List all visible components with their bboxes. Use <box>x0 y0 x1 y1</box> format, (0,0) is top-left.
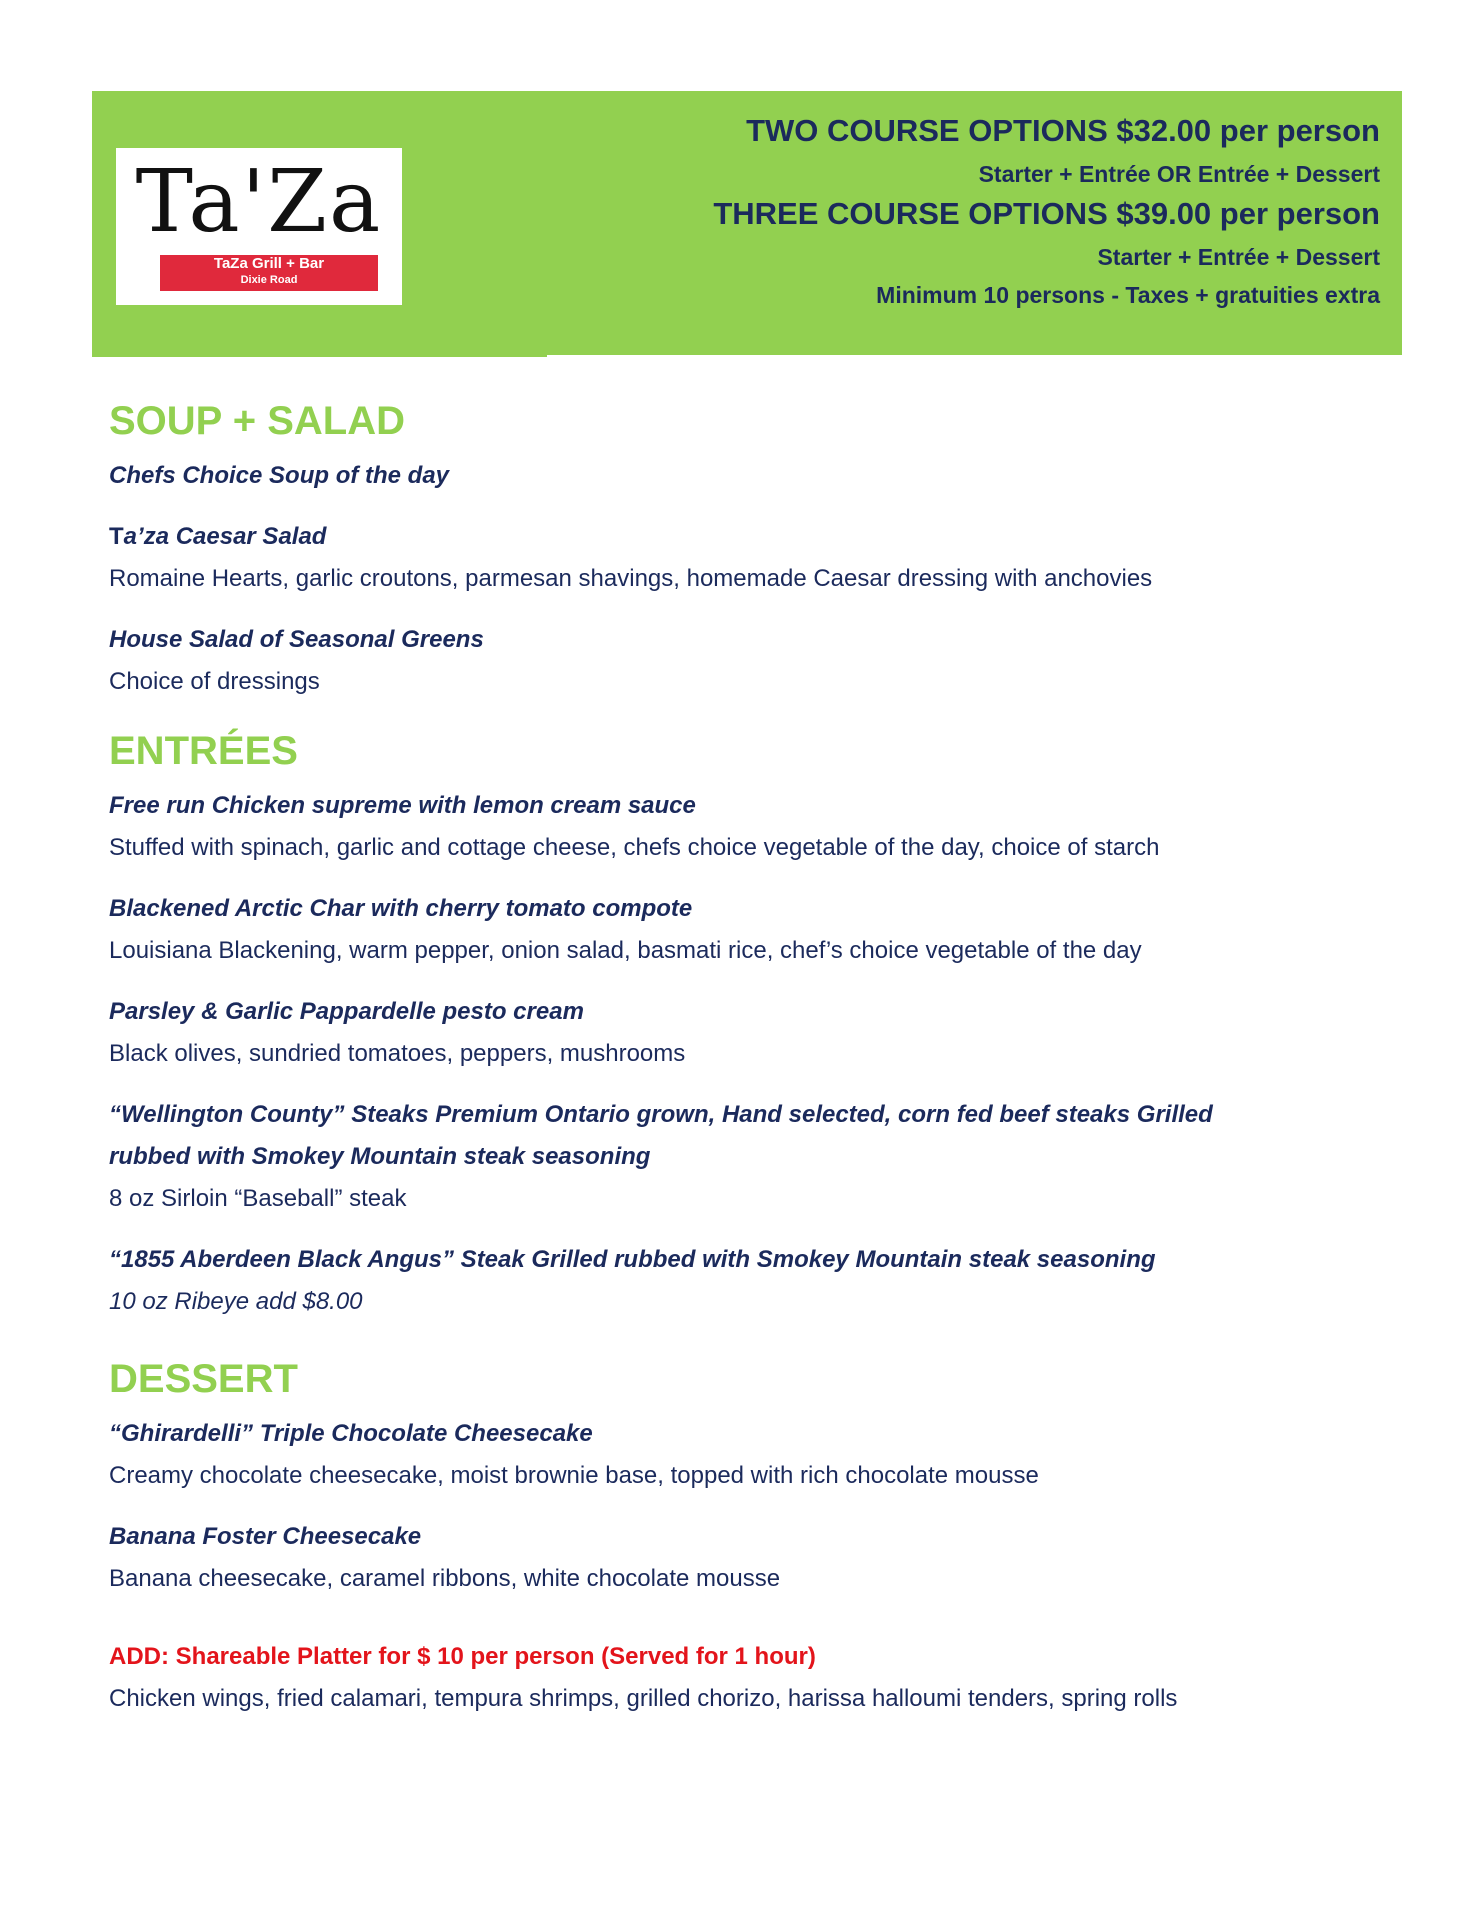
minimum-note: Minimum 10 persons - Taxes + gratuities extra <box>876 282 1380 308</box>
item-name: “Ghirardelli” Triple Chocolate Cheesecake <box>109 1420 593 1447</box>
menu-item <box>109 455 1399 497</box>
menu-item <box>109 1516 1399 1600</box>
item-description: 10 oz Ribeye add $8.00 <box>109 1288 363 1315</box>
item-description: Black olives, sundried tomatoes, peppers, mushrooms <box>109 1040 686 1067</box>
three-course-price: THREE COURSE OPTIONS $39.00 per person <box>713 196 1380 231</box>
item-name: “1855 Aberdeen Black Angus” Steak Grilled rubbed with Smokey Mountain steak seasoning <box>109 1246 1156 1273</box>
section-title: ENTRÉES <box>109 729 298 773</box>
menu-item <box>109 619 1399 703</box>
item-description: Louisiana Blackening, warm pepper, onion salad, basmati rice, chef’s choice vegetable of the day <box>109 937 1142 964</box>
section-title: SOUP + SALAD <box>109 399 405 443</box>
section-entrees <box>109 725 1399 1323</box>
logo-line-1: TaZa Grill + Bar <box>213 255 325 272</box>
menu-item <box>109 785 1399 869</box>
item-name-rest: a’za Caesar Salad <box>123 523 327 550</box>
header-divider <box>547 355 1484 357</box>
section-dessert <box>109 1353 1399 1600</box>
item-name: Banana Foster Cheesecake <box>109 1523 422 1550</box>
item-name: Parsley & Garlic Pappardelle pesto cream <box>109 998 584 1025</box>
logo-band <box>160 255 378 291</box>
menu-content <box>109 395 1399 1720</box>
two-course-price: TWO COURSE OPTIONS $32.00 per person <box>746 113 1380 148</box>
item-name: Free run Chicken supreme with lemon cream sauce <box>109 792 696 819</box>
item-description: Stuffed with spinach, garlic and cottage cheese, chefs choice vegetable of the day, choice of starch <box>109 834 1160 861</box>
restaurant-logo <box>116 148 402 305</box>
item-name <box>109 516 1399 558</box>
item-name: Chefs Choice Soup of the day <box>109 462 450 489</box>
header-banner <box>92 91 1402 357</box>
item-description: Banana cheesecake, caramel ribbons, white chocolate mousse <box>109 1565 781 1592</box>
menu-item <box>109 888 1399 972</box>
logo-wordmark: Ta'Za <box>135 152 383 252</box>
item-name: House Salad of Seasonal Greens <box>109 626 484 653</box>
menu-item <box>109 516 1399 600</box>
section-title: DESSERT <box>109 1357 298 1401</box>
logo-line-2: Dixie Road <box>240 274 298 286</box>
menu-item <box>109 1239 1399 1323</box>
item-name-continued: rubbed with Smokey Mountain steak seasoning <box>109 1143 651 1170</box>
menu-item <box>109 1094 1399 1220</box>
item-description: 8 oz Sirloin “Baseball” steak <box>109 1185 407 1212</box>
addon-description: Chicken wings, fried calamari, tempura shrimps, grilled chorizo, harissa halloumi tenders, spring rolls <box>109 1685 1178 1712</box>
item-description: Romaine Hearts, garlic croutons, parmesan shavings, homemade Caesar dressing with anchovies <box>109 565 1153 592</box>
item-name: Blackened Arctic Char with cherry tomato compote <box>109 895 693 922</box>
item-name: “Wellington County” Steaks Premium Ontario grown, Hand selected, corn fed beef steaks Grilled <box>109 1101 1213 1128</box>
two-course-detail: Starter + Entrée OR Entrée + Dessert <box>978 161 1380 187</box>
menu-item <box>109 1413 1399 1497</box>
item-description: Creamy chocolate cheesecake, moist brownie base, topped with rich chocolate mousse <box>109 1462 1039 1489</box>
menu-item <box>109 991 1399 1075</box>
three-course-detail: Starter + Entrée + Dessert <box>1097 244 1380 270</box>
addon-platter <box>109 1636 1399 1720</box>
item-description: Choice of dressings <box>109 668 320 695</box>
pricing-block <box>713 111 1380 310</box>
item-name-prefix: T <box>109 523 124 550</box>
section-soup-salad <box>109 395 1399 703</box>
addon-title: ADD: Shareable Platter for $ 10 per person (Served for 1 hour) <box>109 1643 816 1670</box>
